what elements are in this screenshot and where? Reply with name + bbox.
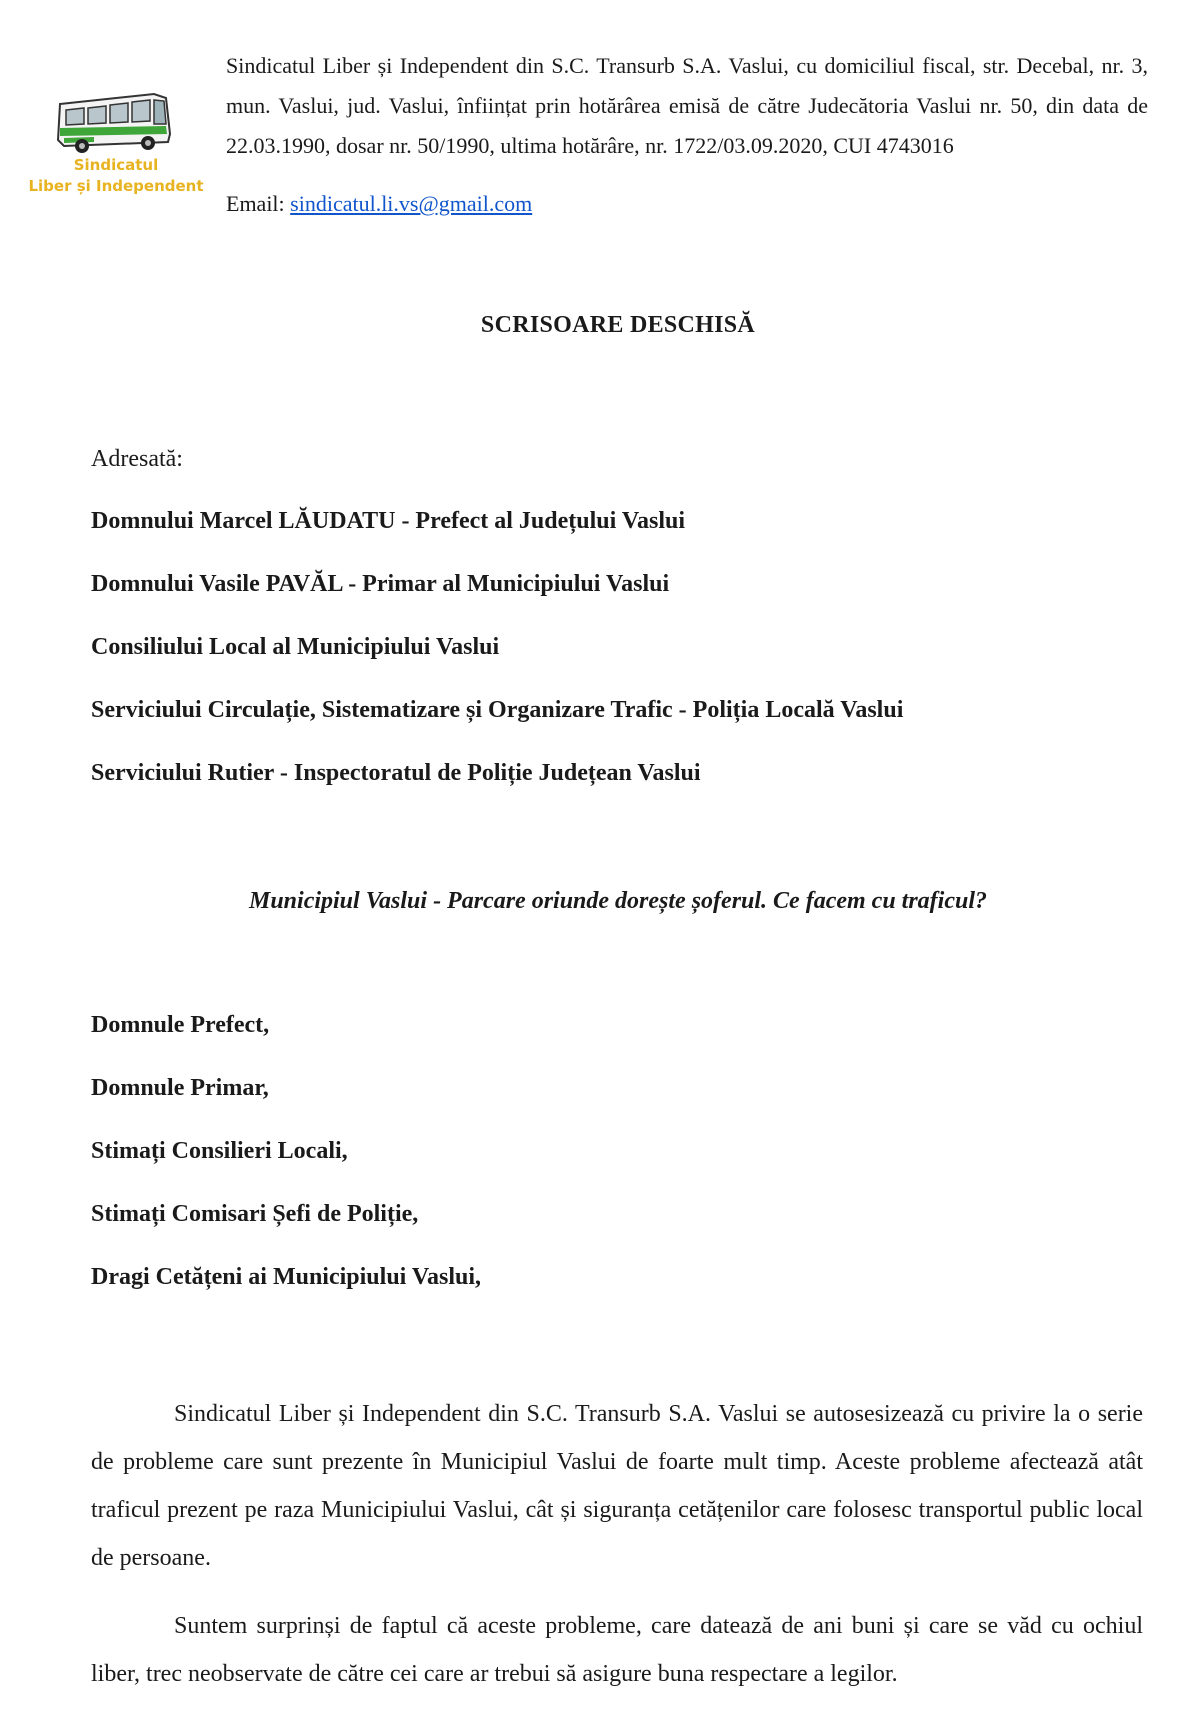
- greeting-line: Domnule Prefect,: [91, 1012, 270, 1038]
- email-link[interactable]: sindicatul.li.vs@gmail.com: [290, 191, 533, 216]
- addressee-label: Adresată:: [91, 446, 183, 472]
- logo-text-line2: Liber și Independent: [28, 177, 204, 195]
- organization-info: Sindicatul Liber și Independent din S.C. Transurb S.A. Vaslui, cu domiciliul fiscal, str. Decebal, nr. 3, mun. Vaslui, jud. Vaslui, înființat prin hotărârea emisă de către Judecătoria Vaslui nr. 50, din data de 22.03.1990, dosar nr. 50/1990, ultima hotărâre, nr. 1722/03.09.2020, CUI 4743016: [226, 53, 1148, 158]
- greeting-line: Stimați Comisari Șefi de Poliție,: [91, 1201, 419, 1227]
- greeting-line: Dragi Cetățeni ai Municipiului Vaslui,: [91, 1264, 482, 1290]
- addressee-item: Domnului Marcel LĂUDATU - Prefect al Județului Vaslui: [91, 508, 686, 534]
- body-paragraph: Suntem surprinși de faptul că aceste probleme, care datează de ani buni și care se văd cu ochiul liber, trec neobservate de către cei care ar trebui să asigure buna respectare a legilor.: [91, 1613, 1143, 1687]
- addressee-item: Serviciului Rutier - Inspectoratul de Poliție Județean Vaslui: [91, 760, 701, 786]
- bus-icon: [54, 90, 178, 156]
- document-title: SCRISOARE DESCHISĂ: [480, 312, 756, 338]
- union-logo: [26, 84, 206, 204]
- greeting-line: Stimați Consilieri Locali,: [91, 1138, 348, 1164]
- logo-text-line1: Sindicatul: [73, 156, 159, 174]
- addressee-item: Consiliului Local al Municipiului Vaslui: [91, 634, 500, 660]
- body-paragraph: Sindicatul Liber și Independent din S.C. Transurb S.A. Vaslui se autosesizează cu privire la o serie de probleme care sunt prezente în Municipiul Vaslui de foarte mult timp. Aceste probleme afectează atât traficul prezent pe raza Municipiului Vaslui, cât și siguranța cetățenilor care folosesc transportul public local de persoane.: [91, 1401, 1143, 1571]
- email-row: [226, 184, 532, 224]
- addressee-item: Serviciului Circulație, Sistematizare și Organizare Trafic - Poliția Locală Vaslui: [91, 697, 904, 723]
- email-label: Email:: [226, 191, 291, 216]
- letterhead: [0, 0, 1200, 240]
- addressee-item: Domnului Vasile PAVĂL - Primar al Municipiului Vaslui: [91, 571, 670, 597]
- greeting-line: Domnule Primar,: [91, 1075, 269, 1101]
- letter-subject: Municipiul Vaslui - Parcare oriunde dorește șoferul. Ce facem cu traficul?: [248, 888, 988, 914]
